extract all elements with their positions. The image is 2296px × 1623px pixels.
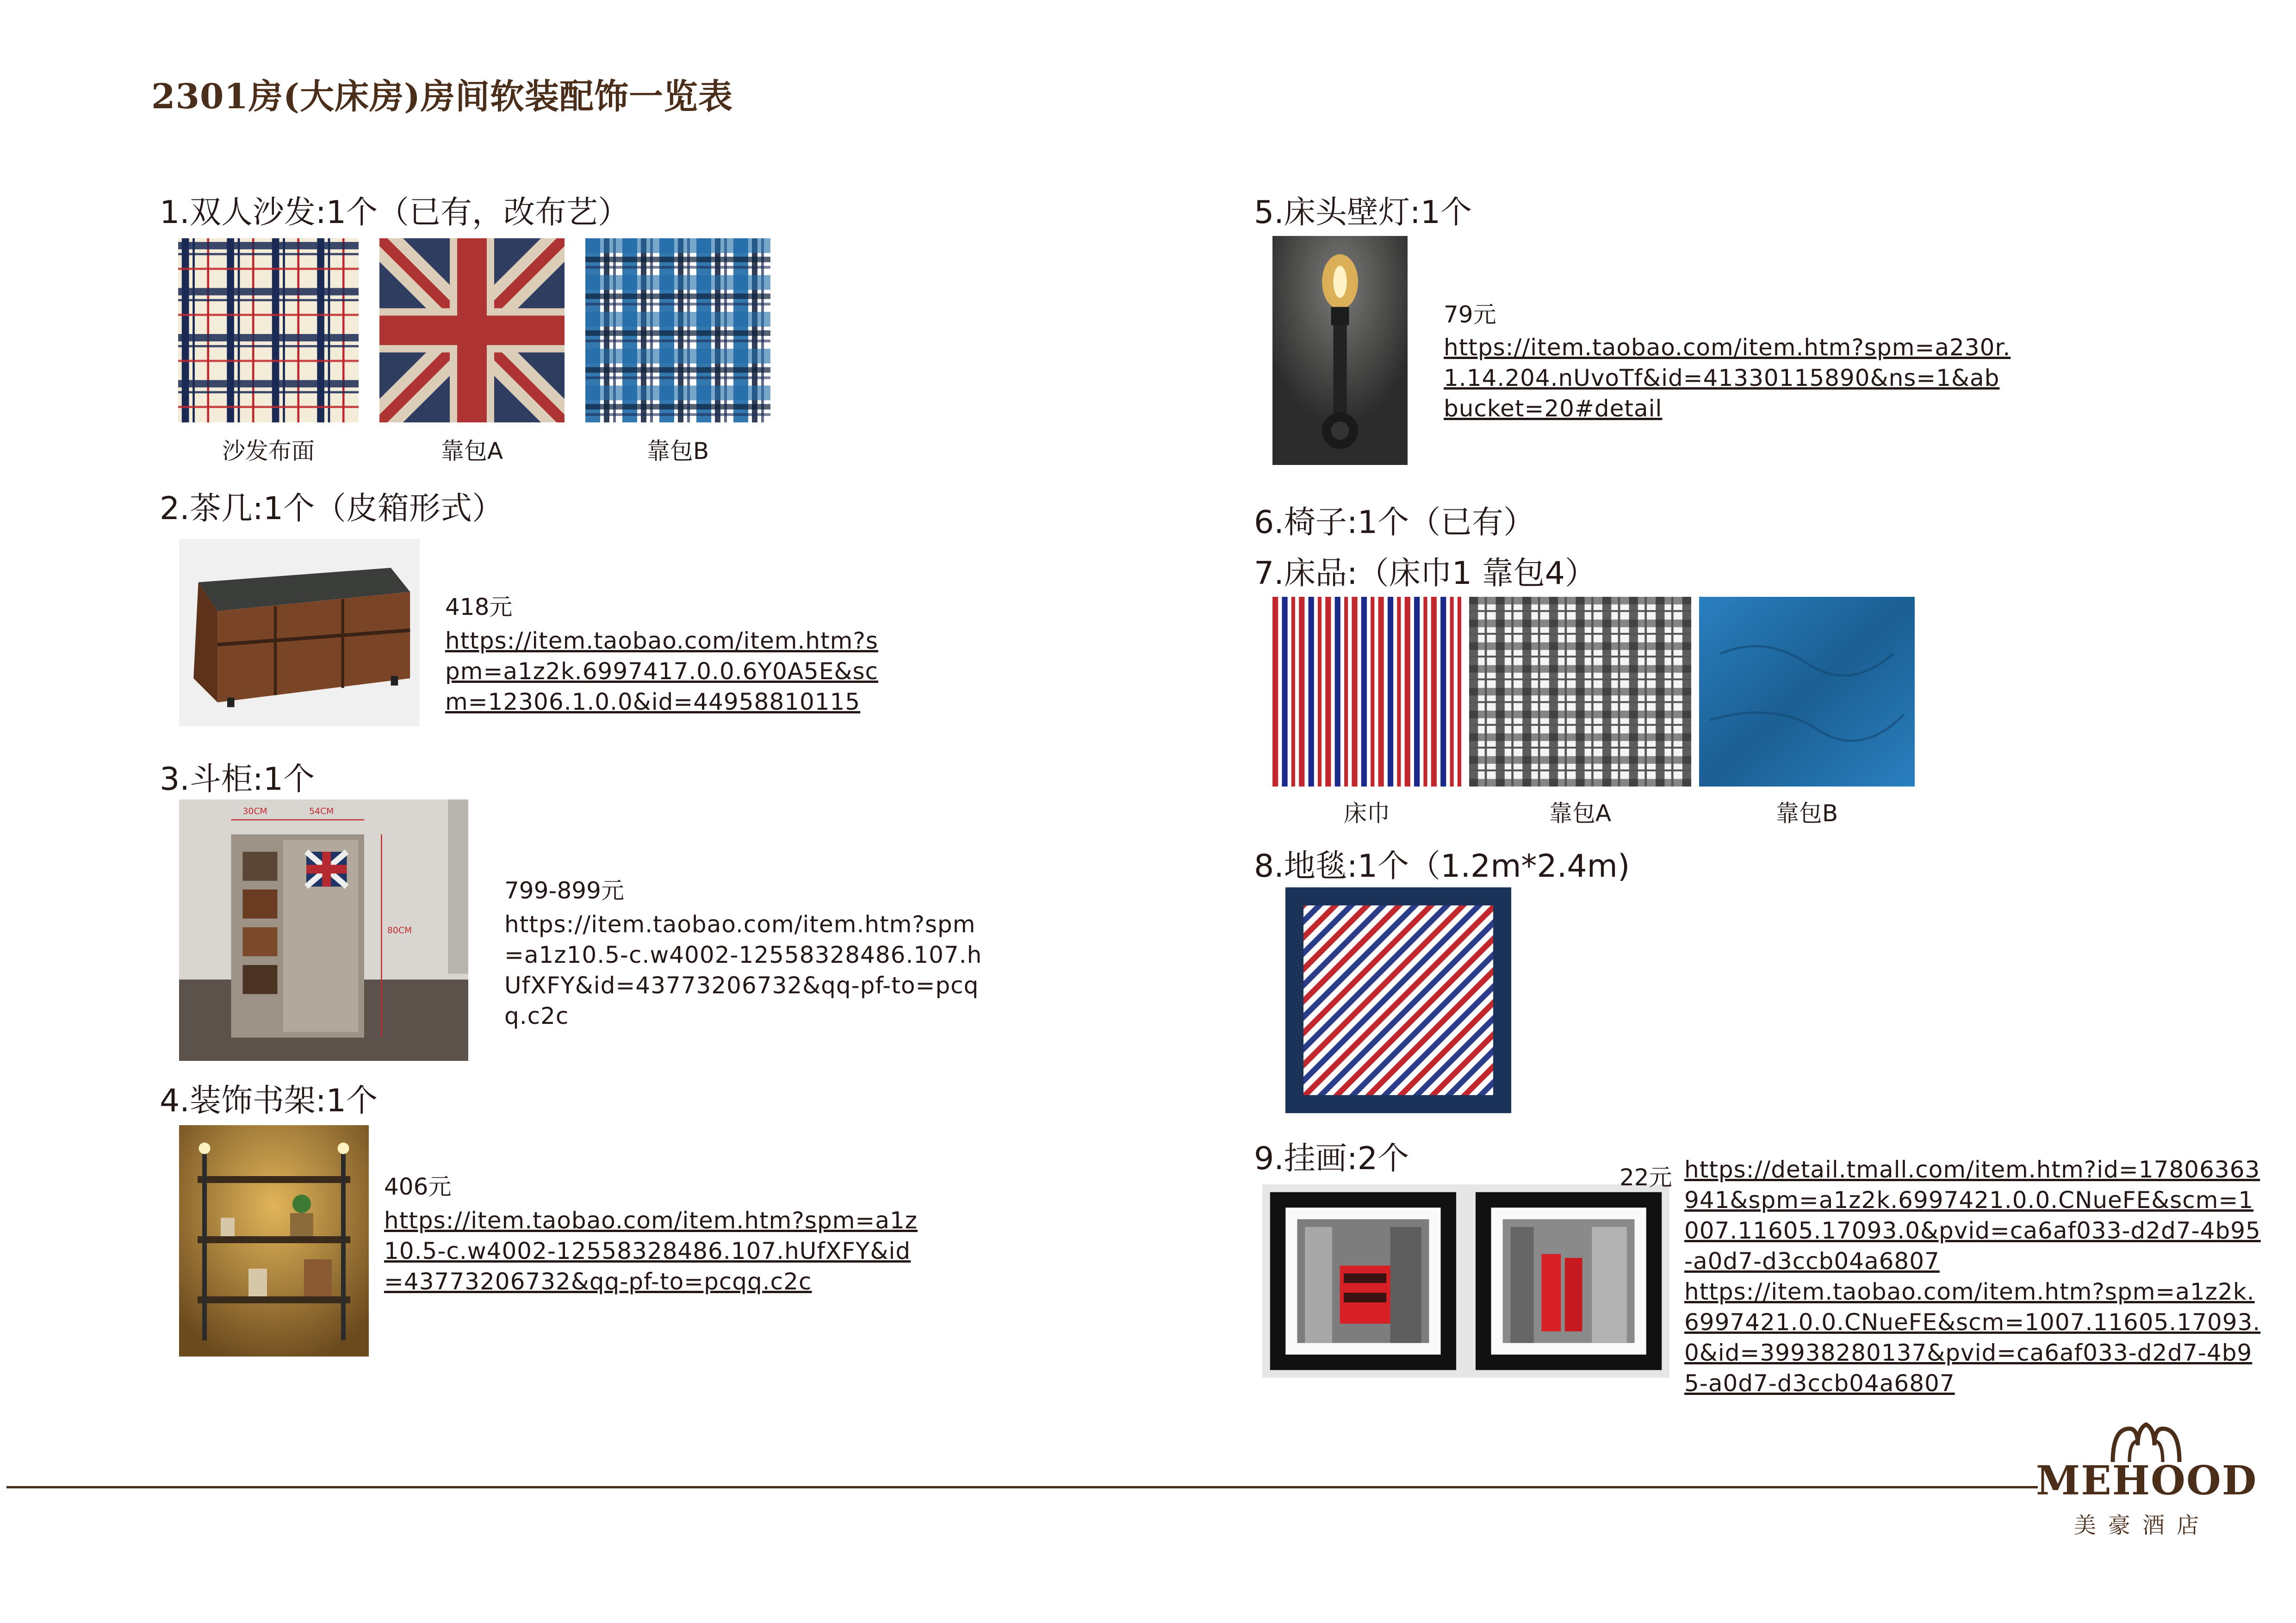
shelf-link[interactable]: https://item.taobao.com/item.htm?spm=a1z10.5-c.w4002-12558328486.107.hUfXFY&id=43773206732&qq-pf-to=pcqq.c2c (384, 1207, 918, 1295)
tea-table-link[interactable]: https://item.taobao.com/item.htm?spm=a1z2k.6997417.0.0.6Y0A5E&scm=12306.1.0.0&id=44958810115 (445, 627, 878, 715)
wall-lamp-heading: 5.床头壁灯:1个 (1254, 194, 1472, 231)
shelf-heading: 4.装饰书架:1个 (160, 1083, 378, 1119)
svg-text:54CM: 54CM (309, 806, 334, 817)
page-title: 2301房(大床房)房间软装配饰一览表 (151, 77, 733, 117)
tea-table-trunk-image (179, 539, 420, 726)
footer-rule (6, 1486, 2038, 1488)
chair-heading: 6.椅子:1个（已有） (1254, 504, 1535, 541)
cushion-a-caption: 靠包A (441, 438, 503, 465)
shelf-price: 406元 (384, 1173, 452, 1200)
svg-text:30CM: 30CM (242, 806, 267, 817)
cabinet-image (179, 799, 468, 1061)
shelf-image (179, 1125, 369, 1357)
paintings-heading: 9.挂画:2个 (1254, 1140, 1409, 1177)
sofa-fabric-image (178, 238, 359, 422)
cabinet-heading: 3.斗柜:1个 (160, 761, 315, 798)
painting-link-1[interactable]: https://detail.tmall.com/item.htm?id=17806363941&spm=a1z2k.6997421.0.0.CNueFE&scm=1007.11605.17093.0&pvid=ca6af033-d2d7-4b95-a0d7-d3ccb04a6807 (1684, 1156, 2261, 1275)
rug-heading: 8.地毯:1个（1.2m*2.4m) (1254, 848, 1630, 885)
bedding-heading: 7.床品:（床巾1 靠包4） (1254, 555, 1596, 592)
bed-runner-stripe-image (1272, 597, 1461, 787)
tea-table-price: 418元 (445, 594, 513, 620)
svg-text:80CM: 80CM (387, 925, 412, 935)
sofa-fabric-caption: 沙发布面 (222, 438, 315, 465)
tea-table-heading: 2.茶几:1个（皮箱形式） (160, 490, 504, 527)
cushion-b-blue-plaid-image (585, 238, 770, 422)
wall-lamp-image (1272, 236, 1408, 465)
brand-name: MEHOOD (2036, 1457, 2258, 1504)
wall-lamp-price: 79元 (1444, 301, 1496, 328)
cushion-b-caption: 靠包B (646, 438, 709, 465)
painting-link-2[interactable]: https://item.taobao.com/item.htm?spm=a1z2k.6997421.0.0.CNueFE&scm=1007.11605.17093.0&id=39938280137&pvid=ca6af033-d2d7-4b95-a0d7-d3ccb04a6807 (1684, 1278, 2261, 1397)
bedding-cushion-b-caption: 靠包B (1775, 800, 1838, 827)
cabinet-link[interactable]: https://item.taobao.com/item.htm?spm=a1z10.5-c.w4002-12558328486.107.hUfXFY&id=43773206732&qq-pf-to=pcqq.c2c (504, 911, 982, 1029)
sofa-heading: 1.双人沙发:1个（已有，改布艺） (160, 194, 630, 231)
bedding-cushion-a-caption: 靠包A (1549, 800, 1612, 827)
cabinet-price: 799-899元 (504, 877, 624, 904)
brand-subtitle: 美豪酒店 (2074, 1512, 2211, 1538)
paintings-image (1262, 1184, 1669, 1378)
bedding-cushion-a-plaid-image (1469, 597, 1691, 787)
rug-image (1285, 887, 1511, 1113)
wall-lamp-link[interactable]: https://item.taobao.com/item.htm?spm=a230r.1.14.204.nUvoTf&id=41330115890&ns=1&abbucket=20#detail (1444, 334, 2011, 422)
paintings-price: 22元 (1620, 1164, 1672, 1191)
bed-runner-caption: 床巾 (1344, 800, 1390, 827)
bedding-cushion-b-blue-linen-image (1699, 597, 1915, 787)
cushion-a-union-jack-image (379, 238, 565, 422)
